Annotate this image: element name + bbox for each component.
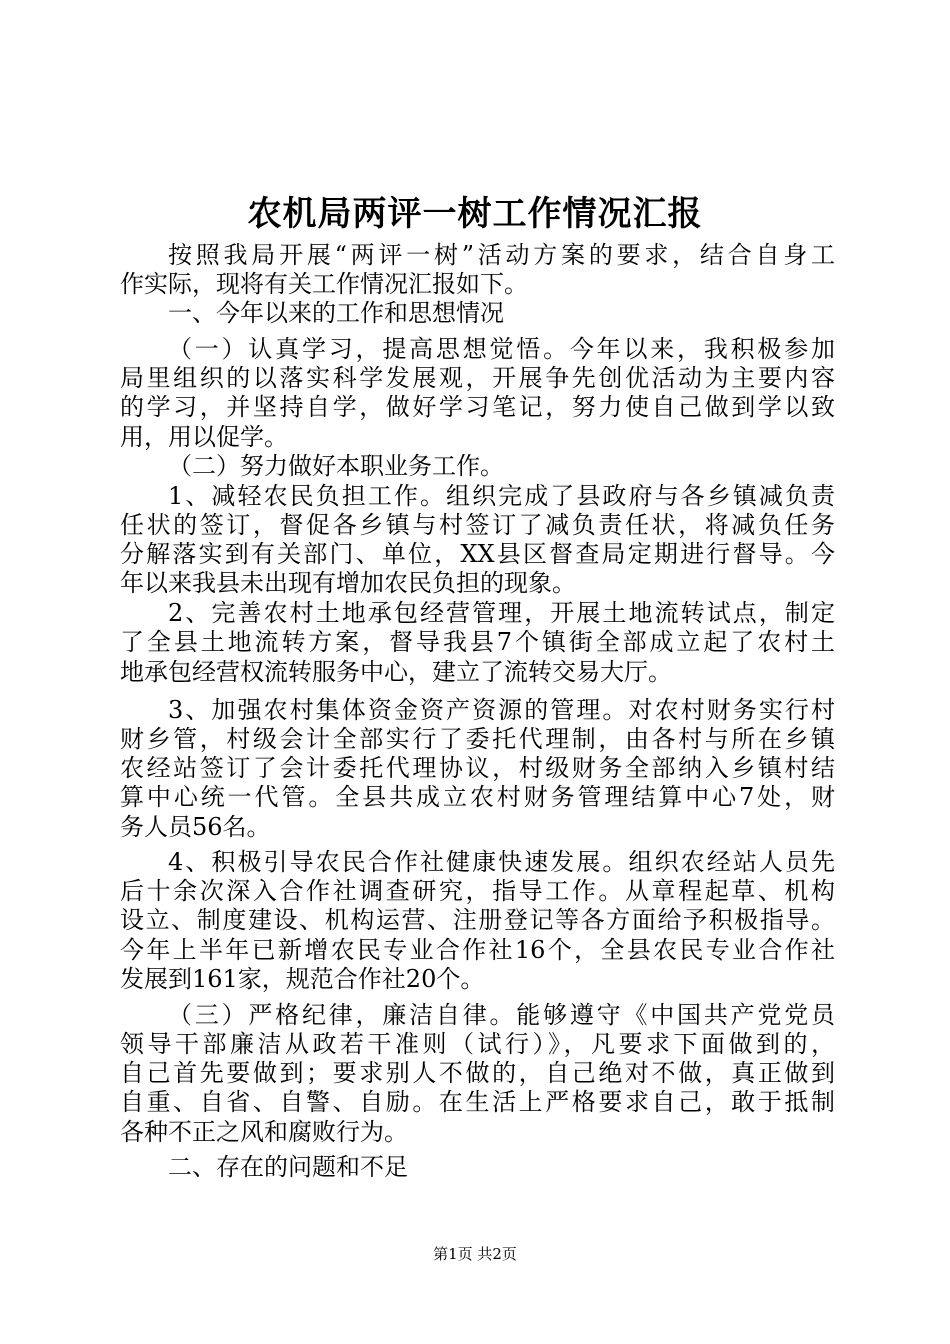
paragraph-line: 3、加强农村集体资金资产资源的管理。对农村财务实行村: [168, 696, 835, 724]
paragraph-line: 农经站签订了会计委托代理协议，村级财务全部纳入乡镇村结: [120, 754, 835, 782]
paragraph-line: 务人员56名。: [120, 813, 271, 841]
paragraph-line: （二）努力做好本职业务工作。: [168, 452, 504, 480]
paragraph-line: 一、今年以来的工作和思想情况: [168, 299, 504, 327]
paragraph-line: 的学习，并坚持自学，做好学习笔记，努力使自己做到学以致: [120, 393, 835, 421]
paragraph-line: 用，用以促学。: [120, 423, 288, 451]
paragraph-line: 财乡管，村级会计全部实行了委托代理制，由各村与所在乡镇: [120, 725, 835, 753]
paragraph-line: 作实际，现将有关工作情况汇报如下。: [120, 270, 528, 298]
paragraph-line: 领导干部廉洁从政若干准则（试行）》，凡要求下面做到的，: [120, 1030, 835, 1058]
paragraph-line: 了全县土地流转方案，督导我县7个镇街全部成立起了农村土: [120, 628, 835, 656]
paragraph-line: （一）认真学习，提高思想觉悟。今年以来，我积极参加: [168, 335, 835, 363]
paragraph-line: 算中心统一代管。全县共成立农村财务管理结算中心7处，财: [120, 783, 835, 811]
paragraph-line: 4、积极引导农民合作社健康快速发展。组织农经站人员先: [168, 848, 835, 876]
paragraph-line: 年以来我县未出现有增加农民负担的现象。: [120, 569, 576, 597]
page-footer: 第1页 共2页: [433, 1245, 517, 1263]
paragraph-line: 局里组织的以落实科学发展观，开展争先创优活动为主要内容: [120, 364, 835, 392]
document-title: 农机局两评一树工作情况汇报: [247, 194, 703, 234]
paragraph-line: 自重、自省、自警、自励。在生活上严格要求自己，敢于抵制: [120, 1088, 835, 1116]
paragraph-line: 2、完善农村土地承包经营管理，开展土地流转试点，制定: [168, 599, 835, 627]
paragraph-line: 自己首先要做到；要求别人不做的，自己绝对不做，真正做到: [120, 1059, 835, 1087]
paragraph-line: 分解落实到有关部门、单位，XX县区督查局定期进行督导。今: [120, 540, 835, 568]
paragraph-line: 各种不正之风和腐败行为。: [120, 1118, 408, 1146]
paragraph-line: 地承包经营权流转服务中心，建立了流转交易大厅。: [120, 658, 672, 686]
paragraph-line: 今年上半年已新增农民专业合作社16个，全县农民专业合作社: [120, 936, 835, 964]
paragraph-line: 二、存在的问题和不足: [168, 1153, 408, 1181]
paragraph-line: 任状的签订，督促各乡镇与村签订了减负责任状，将减负任务: [120, 511, 835, 539]
paragraph-line: 发展到161家，规范合作社20个。: [120, 965, 485, 993]
paragraph-line: 按照我局开展“两评一树”活动方案的要求，结合自身工: [168, 241, 835, 269]
paragraph-line: 设立、制度建设、机构运营、注册登记等各方面给予积极指导。: [120, 906, 835, 934]
paragraph-line: 后十余次深入合作社调查研究，指导工作。从章程起草、机构: [120, 877, 835, 905]
paragraph-line: 1、减轻农民负担工作。组织完成了县政府与各乡镇减负责: [168, 482, 835, 510]
paragraph-line: （三）严格纪律，廉洁自律。能够遵守《中国共产党党员: [168, 1001, 835, 1029]
